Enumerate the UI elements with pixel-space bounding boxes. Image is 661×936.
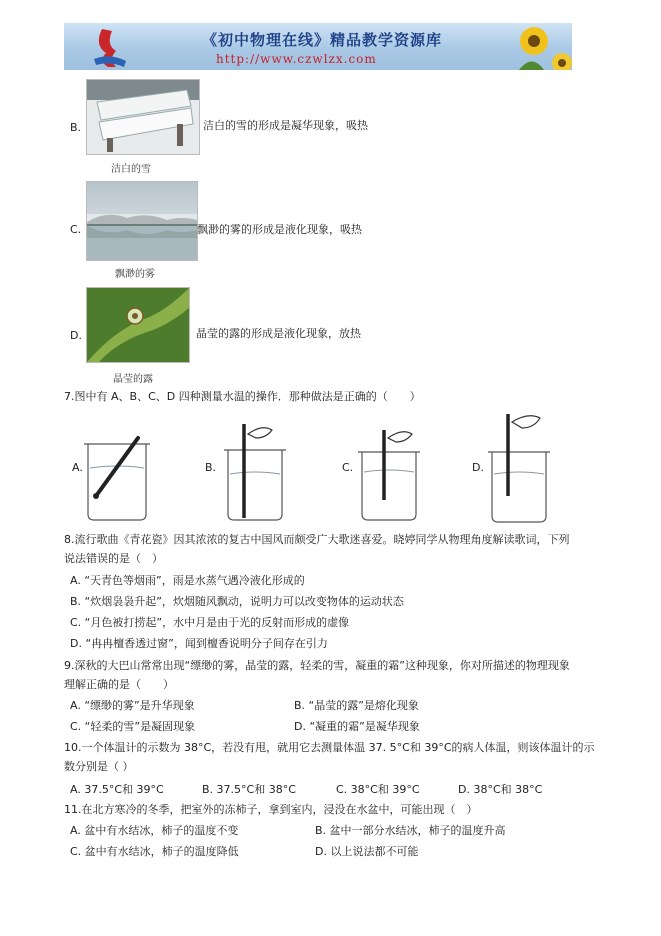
q10-option-b: B. 37.5°C和 38°C bbox=[202, 783, 296, 796]
q10-option-c: C. 38°C和 39°C bbox=[336, 783, 420, 796]
q8-option-b: B. “炊烟袅袅升起”，炊烟随风飘动，说明力可以改变物体的运动状态 bbox=[70, 595, 404, 608]
q6-option-d-letter: D. bbox=[70, 329, 82, 342]
fog-lake-photo bbox=[86, 181, 198, 261]
hand-icon bbox=[512, 416, 540, 428]
q6-option-c-caption: 飘渺的雾 bbox=[115, 269, 155, 280]
q9-option-a: A. “缥缈的雾”是升华现象 bbox=[70, 699, 195, 712]
q9-stem-line1: 9.深秋的大巴山常常出现“缥缈的雾，晶莹的露，轻柔的雪，凝重的霜”这种现象，你对所描述的物理现象 bbox=[64, 659, 570, 672]
q8-option-a: A. “天青色等烟雨”，雨是水蒸气遇冷液化形成的 bbox=[70, 574, 305, 587]
q9-stem-line2: 理解正确的是（ ） bbox=[64, 678, 174, 691]
q8-stem-line1: 8.流行歌曲《青花瓷》因其浓浓的复古中国风而颇受广大歌迷喜爱。晓婷同学从物理角度解读歌词，下列 bbox=[64, 533, 570, 546]
dew-leaf-photo bbox=[86, 287, 190, 363]
q7-label-d: D. bbox=[472, 461, 484, 474]
q7-label-a: A. bbox=[72, 461, 83, 474]
q9-option-d: D. “凝重的霜”是凝华现象 bbox=[294, 720, 420, 733]
q7-beaker-a-diagram bbox=[84, 432, 154, 522]
hand-icon bbox=[388, 432, 412, 442]
q7-label-c: C. bbox=[342, 461, 354, 474]
q9-option-b: B. “晶莹的露”是熔化现象 bbox=[294, 699, 419, 712]
q7-beaker-d-diagram bbox=[486, 412, 558, 524]
q6-option-d-caption: 晶莹的露 bbox=[113, 374, 153, 385]
q10-option-d: D. 38°C和 38°C bbox=[458, 783, 543, 796]
q8-option-d: D. “冉冉檀香透过窗”，闻到檀香说明分子间存在引力 bbox=[70, 637, 328, 650]
q11-option-d: D. 以上说法都不可能 bbox=[315, 845, 419, 858]
q8-option-c: C. “月色被打捞起”，水中月是由于光的反射而形成的虚像 bbox=[70, 616, 350, 629]
banner-url: http://www.czwlzx.com bbox=[216, 52, 377, 66]
q7-stem: 7.图中有 A、B、C、D 四种测量水温的操作．那种做法是正确的（ ） bbox=[64, 390, 421, 403]
q7-beaker-c-diagram bbox=[356, 422, 426, 522]
q10-stem-line2: 数分别是（ ） bbox=[64, 760, 134, 773]
q9-option-c: C. “轻柔的雪”是凝固现象 bbox=[70, 720, 196, 733]
q11-option-a: A. 盆中有水结冰，柿子的温度不变 bbox=[70, 824, 239, 837]
q7-label-b: B. bbox=[205, 461, 217, 474]
banner-title: 《初中物理在线》精品教学资源库 bbox=[202, 31, 443, 49]
q6-option-b-letter: B. bbox=[70, 121, 82, 134]
q6-option-c-text: 飘渺的雾的形成是液化现象，吸热 bbox=[197, 223, 362, 236]
q6-option-c-letter: C. bbox=[70, 223, 82, 236]
q6-option-b-caption: 洁白的雪 bbox=[111, 164, 151, 175]
q6-option-b-text: 洁白的雪的形成是凝华现象，吸热 bbox=[203, 119, 368, 132]
q8-stem-line2: 说法错误的是（ ） bbox=[64, 552, 163, 565]
hand-icon bbox=[248, 428, 272, 438]
q11-option-b: B. 盆中一部分水结冰，柿子的温度升高 bbox=[315, 824, 506, 837]
q10-option-a: A. 37.5°C和 39°C bbox=[70, 783, 164, 796]
q11-stem: 11.在北方寒冷的冬季，把室外的冻柿子，拿到室内，浸没在水盆中，可能出现（ ） bbox=[64, 803, 478, 816]
q6-option-d-text: 晶莹的露的形成是液化现象，放热 bbox=[196, 327, 361, 340]
header-banner bbox=[64, 23, 572, 70]
q11-option-c: C. 盆中有水结冰，柿子的温度降低 bbox=[70, 845, 239, 858]
q7-beaker-b-diagram bbox=[222, 420, 292, 522]
q10-stem-line1: 10.一个体温计的示数为 38°C，若没有甩，就用它去测量体温 37. 5°C和 39°C的病人体温，则该体温计的示 bbox=[64, 741, 595, 754]
snow-bench-photo bbox=[86, 79, 200, 155]
